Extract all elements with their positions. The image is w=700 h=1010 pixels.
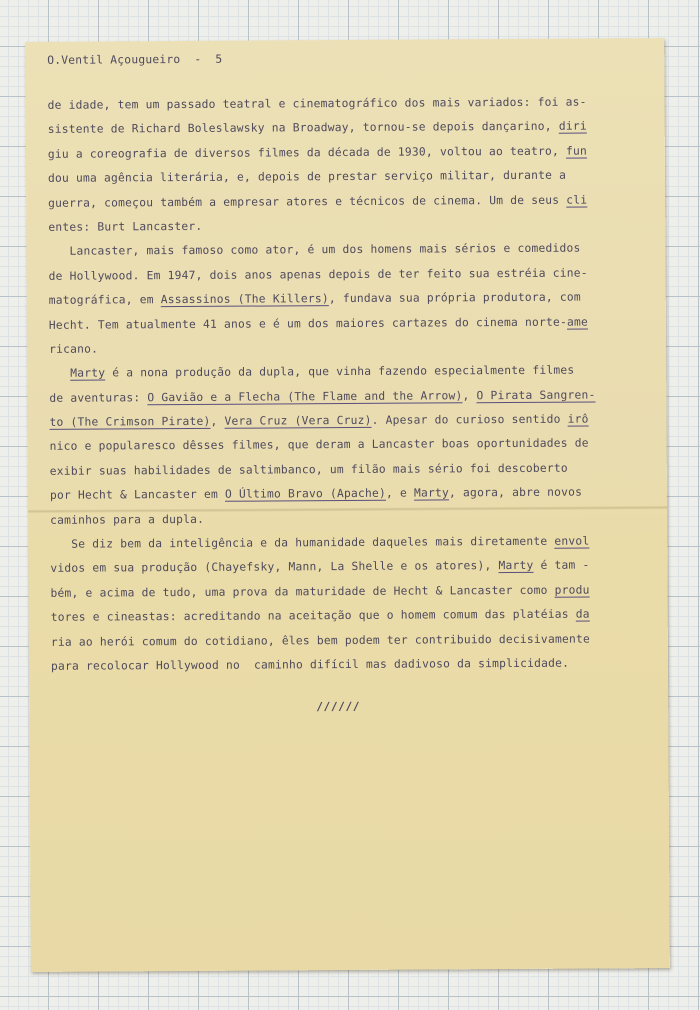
underlined-title: cli [566, 193, 588, 207]
text-segment: por Hecht & Lancaster em [49, 487, 226, 503]
text-line [49, 310, 649, 338]
text-segment: de idade, tem um passado teatral e cinematográfico dos mais variados: foi as- [47, 95, 587, 112]
text-segment: Hecht. Tem atualmente 41 anos e é um dos maiores cartazes do cinema norte- [48, 315, 568, 332]
text-line [49, 383, 649, 411]
page-header: O.Ventil Açougueiro - 5 [47, 52, 223, 67]
text-segment: caminhos para a dupla. [50, 512, 205, 527]
text-segment: de Hollywood. Em 1947, dois anos apenas depois de ter feito sua estréia cine- [48, 266, 588, 283]
typewritten-body [47, 90, 651, 679]
text-line [50, 529, 650, 557]
underlined-title: Marty [498, 559, 534, 573]
underlined-title: Vera Cruz (Vera Cruz) [224, 413, 372, 428]
typewritten-page [25, 38, 670, 972]
text-segment [49, 367, 70, 380]
text-line [51, 651, 651, 679]
text-segment: giu a coreografia de diversos filmes da década de 1930, voltou ao teatro, [47, 144, 566, 161]
text-segment: guerra, começou também a empresar atores e técnicos de cinema. Um de seus [48, 193, 567, 210]
underlined-title: da [575, 607, 590, 621]
underlined-title: O Último Bravo (Apache) [224, 487, 387, 501]
text-segment: entes: Burt Lancaster. [48, 219, 203, 234]
text-line [50, 554, 650, 582]
text-line [49, 358, 649, 386]
underlined-title: O Gavião e a Flecha (The Flame and the Arrow) [147, 388, 463, 404]
text-segment: ricano. [49, 342, 99, 356]
text-line [48, 139, 648, 167]
underlined-title: irô [567, 412, 589, 426]
text-segment: matográfica, em [48, 293, 161, 307]
underlined-title: Marty [70, 366, 106, 380]
text-segment: dou uma agência literária, e, depois de prestar serviço militar, durante a [47, 168, 567, 185]
text-segment: é a nona produção da dupla, que vinha fazendo especialmente filmes [105, 363, 575, 380]
text-segment: . Apesar do curioso sentido [371, 412, 568, 427]
text-segment: para recolocar Hollywood no caminho difícil mas dadivoso da simplicidade. [50, 656, 570, 673]
text-segment: ria ao herói comum do cotidiano, êles bem podem ter contribuido decisivamente [50, 632, 590, 649]
text-line [50, 480, 650, 508]
underlined-title: O Pirata Sangren- [476, 388, 596, 402]
underlined-title: Marty [413, 486, 450, 500]
underlined-title: Assassinos (The Killers) [160, 292, 329, 307]
text-segment: de aventuras: [49, 390, 148, 405]
text-line [50, 505, 650, 533]
underlined-title: envol [554, 534, 590, 548]
text-line [48, 188, 648, 216]
text-line [50, 432, 650, 460]
text-line [50, 578, 650, 606]
text-line [49, 334, 649, 362]
text-segment: nico e popularesco dêsses filmes, que deram a Lancaster boas oportunidades de [49, 436, 589, 454]
text-segment: , e [385, 486, 415, 501]
underlined-title: diri [558, 119, 587, 134]
text-segment: tores e cineastas: acreditando na aceitação que o homem comum das platéias [50, 607, 576, 625]
text-line [47, 90, 647, 118]
text-line [48, 115, 648, 143]
text-segment: Lancaster, mais famoso como ator, é um dos homens mais sérios e comedidos [48, 241, 581, 259]
end-mark: ////// [316, 699, 361, 714]
text-segment: bém, e acima de tudo, uma prova da maturidade de Hecht & Lancaster como [50, 583, 555, 600]
text-segment: é tam - [533, 558, 590, 573]
underlined-title: ame [566, 315, 589, 329]
text-line [49, 261, 649, 289]
underlined-title: fun [565, 144, 588, 158]
text-line [51, 602, 651, 630]
text-segment: Se diz bem da inteligência e da humanidade daqueles mais diretamente [50, 534, 555, 551]
text-line [49, 285, 649, 313]
text-segment: exibir suas habilidades de saltimbanco, um filão mais sério foi descoberto [49, 461, 568, 478]
underlined-title: to (The Crimson Pirate) [49, 414, 211, 429]
text-line [48, 237, 648, 265]
text-segment: , fundava sua própria produtora, com [328, 290, 581, 306]
text-segment: vidos em sua produção (Chayefsky, Mann, La Shelle e os atores), [50, 559, 499, 576]
text-segment: , agora, abre novos [448, 485, 583, 500]
text-segment: , [210, 414, 225, 428]
text-line [48, 163, 648, 191]
text-line [50, 456, 650, 484]
underlined-title: produ [554, 583, 590, 597]
text-line [48, 212, 648, 240]
text-segment: sistente de Richard Boleslawsky na Broadway, tornou-se depois dançarino, [47, 120, 559, 137]
text-line [49, 407, 649, 435]
text-line [51, 627, 651, 655]
text-segment: , [462, 388, 477, 402]
